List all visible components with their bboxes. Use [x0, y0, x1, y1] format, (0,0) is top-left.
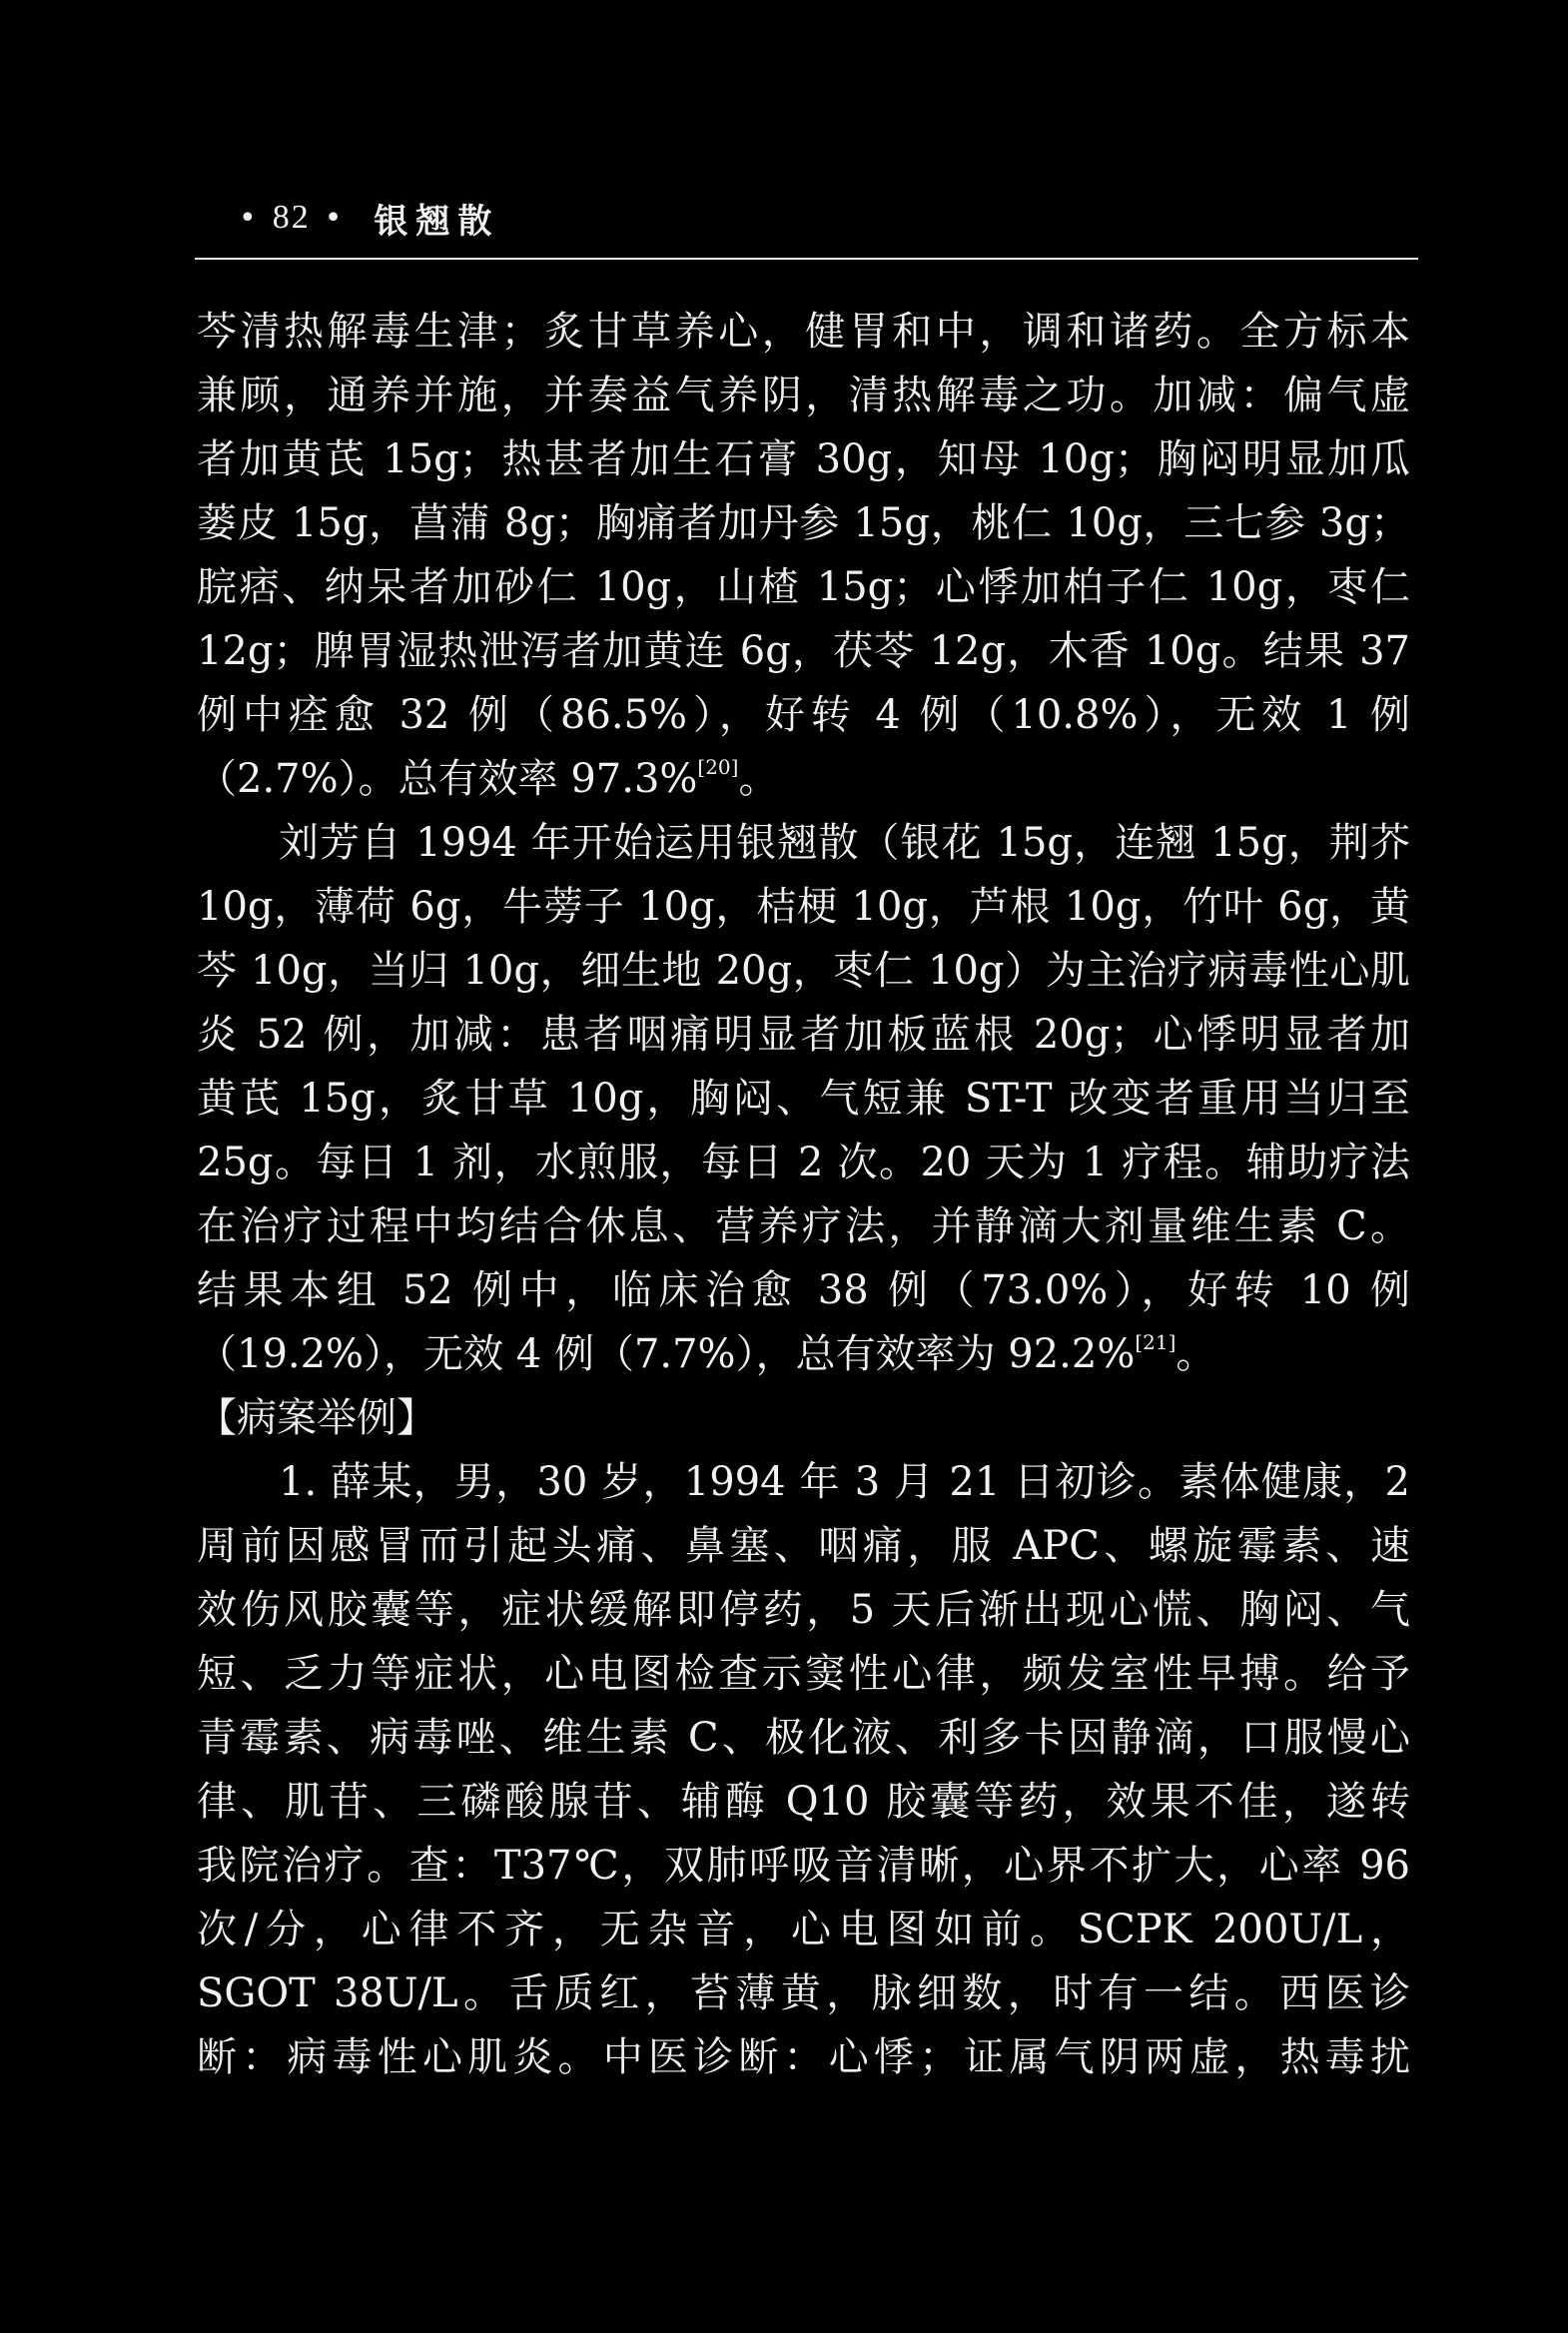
header-bullet-right: • — [324, 200, 345, 236]
line-text: 兼顾，通养并施，并奏益气养阴，清热解毒之功。加减：偏气虚 — [197, 373, 1410, 418]
text-line — [197, 300, 1410, 364]
text-line — [197, 1450, 1410, 1514]
text-line — [197, 811, 1410, 875]
line-text: （2.7%）。总有效率 97.3% — [197, 756, 698, 802]
text-line — [197, 1067, 1410, 1131]
text-line — [197, 747, 1410, 811]
line-end-punct: 。 — [738, 756, 779, 802]
line-text: 在治疗过程中均结合休息、营养疗法，并静滴大剂量维生素 C。 — [197, 1203, 1410, 1249]
line-text: 芩 10g，当归 10g，细生地 20g，枣仁 10g）为主治疗病毒性心肌 — [197, 948, 1410, 994]
line-text: 芩清热解毒生津；炙甘草养心，健胃和中，调和诸药。全方标本 — [197, 309, 1410, 355]
line-text: 断：病毒性心肌炎。中医诊断：心悸；证属气阴两虚，热毒扰 — [197, 2034, 1410, 2080]
text-line — [197, 1131, 1410, 1194]
text-line — [197, 1642, 1410, 1706]
text-line — [197, 555, 1410, 619]
line-text: 我院治疗。查：T37℃，双肺呼吸音清晰，心界不扩大，心率 96 — [197, 1843, 1410, 1889]
line-text: 【病案举例】 — [197, 1395, 436, 1441]
line-text: 黄芪 15g，炙甘草 10g，胸闷、气短兼 ST-T 改变者重用当归至 — [197, 1076, 1410, 1122]
line-text: 效伤风胶囊等，症状缓解即停药，5 天后渐出现心慌、胸闷、气 — [197, 1587, 1410, 1633]
text-line — [197, 1003, 1410, 1067]
line-text: 炎 52 例，加减：患者咽痛明显者加板蓝根 20g；心悸明显者加 — [197, 1012, 1410, 1058]
line-text: 青霉素、病毒唑、维生素 C、极化液、利多卡因静滴，口服慢心 — [197, 1715, 1410, 1761]
line-text: 周前因感冒而引起头痛、鼻塞、咽痛，服 APC、螺旋霉素、速 — [197, 1523, 1410, 1569]
line-text: 短、乏力等症状，心电图检查示窦性心律，频发室性早搏。给予 — [197, 1651, 1410, 1697]
line-text: 10g，薄荷 6g，牛蒡子 10g，桔梗 10g，芦根 10g，竹叶 6g，黄 — [197, 884, 1410, 930]
text-line — [197, 875, 1410, 939]
line-text: 刘芳自 1994 年开始运用银翘散（银花 15g，连翘 15g，荆芥 — [279, 820, 1410, 866]
header-rule — [195, 258, 1418, 260]
text-line — [197, 1898, 1410, 1961]
text-line — [197, 683, 1410, 747]
text-line — [197, 1770, 1410, 1834]
text-line — [197, 1514, 1410, 1578]
line-text: 蒌皮 15g，菖蒲 8g；胸痛者加丹参 15g，桃仁 10g，三七参 3g； — [197, 500, 1410, 546]
text-line — [197, 619, 1410, 683]
text-line — [197, 427, 1410, 491]
line-end-punct: 。 — [1176, 1331, 1216, 1377]
text-line — [197, 2025, 1410, 2089]
text-line — [197, 1961, 1410, 2025]
text-line — [197, 1386, 1410, 1450]
text-line — [197, 491, 1410, 555]
citation-ref: [20] — [697, 755, 739, 779]
line-text: 结果本组 52 例中，临床治愈 38 例（73.0%），好转 10 例 — [197, 1267, 1410, 1313]
text-line — [197, 1194, 1410, 1258]
text-line — [197, 1706, 1410, 1770]
text-line — [197, 1258, 1410, 1322]
line-text: （19.2%），无效 4 例（7.7%），总有效率为 92.2% — [197, 1331, 1136, 1377]
text-line — [197, 1322, 1410, 1386]
line-text: 律、肌苷、三磷酸腺苷、辅酶 Q10 胶囊等药，效果不佳，遂转 — [197, 1779, 1410, 1825]
line-text: 脘痞、纳呆者加砂仁 10g，山楂 15g；心悸加柏子仁 10g，枣仁 — [197, 564, 1410, 610]
text-line — [197, 1834, 1410, 1898]
line-text: 12g；脾胃湿热泄泻者加黄连 6g，茯苓 12g，木香 10g。结果 37 — [197, 628, 1410, 674]
line-text: 25g。每日 1 剂，水煎服，每日 2 次。20 天为 1 疗程。辅助疗法 — [197, 1140, 1410, 1185]
line-text: 者加黄芪 15g；热甚者加生石膏 30g，知母 10g；胸闷明显加瓜 — [197, 436, 1410, 482]
body-text — [197, 300, 1410, 2089]
line-text: 次/分，心律不齐，无杂音，心电图如前。SCPK 200U/L， — [197, 1907, 1410, 1952]
text-line — [197, 1578, 1410, 1642]
line-text: 例中痊愈 32 例（86.5%），好转 4 例（10.8%），无效 1 例 — [197, 692, 1410, 738]
header-bullet-left: • — [239, 200, 259, 236]
line-text: SGOT 38U/L。舌质红，苔薄黄，脉细数，时有一结。西医诊 — [197, 1970, 1410, 2016]
running-title: 银翘散 — [374, 201, 500, 242]
page-number: 82 — [272, 199, 311, 236]
text-line — [197, 939, 1410, 1003]
text-line — [197, 364, 1410, 427]
running-header — [225, 190, 499, 246]
line-text: 1. 薛某，男，30 岁，1994 年 3 月 21 日初诊。素体健康，2 — [279, 1459, 1410, 1505]
citation-ref: [21] — [1135, 1330, 1176, 1354]
